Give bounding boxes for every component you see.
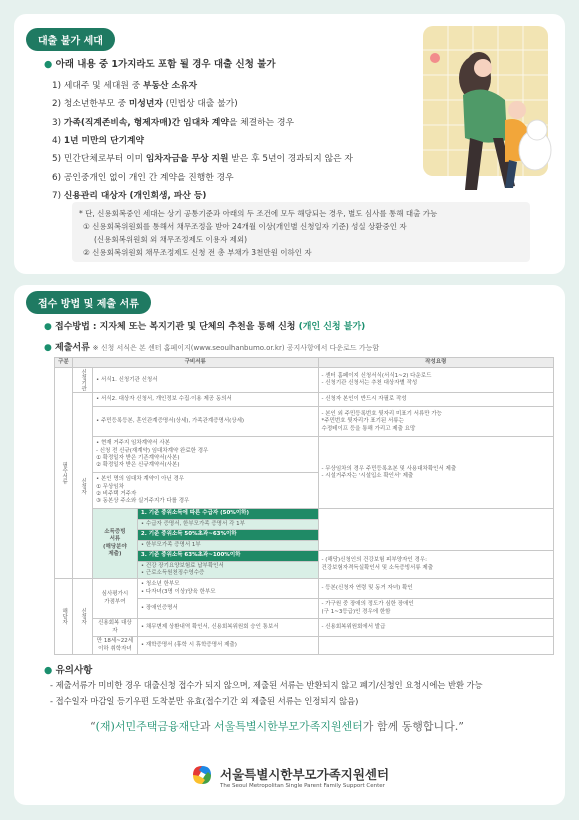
cell-applicant: 신청자 — [72, 393, 92, 579]
income-tier-2-docs: • 한부모가족 증명서 1부 — [137, 540, 318, 550]
tip-credit-recovery: - 신용회복위원회에서 발급 — [318, 619, 554, 637]
tip-lease-contract: - 무상임차의 경우 주민등록초본 및 사용대차확인서 제출 - 시설거주자는 '시설입소 확인서' 제출 — [318, 437, 554, 509]
ineligible-item: 5) 민간단체로부터 이미 임차자금을 무상 지원 받은 후 5년이 경과되지 않은 자 — [52, 154, 353, 165]
doc-student-child: • 재학증명서 (휴학 시 휴학증명서 제출) — [137, 637, 318, 655]
required-documents-table — [54, 357, 554, 655]
tip-income-dependent: - (해당)신청인의 건강보험 피부양자인 경우: 건강보험자격득실확인서 및 소득증빙서류 제출 — [318, 551, 554, 579]
doc-lease-contract: • 현재 거주지 임차계약서 사본 - 신청 전 신규(재계약) 임대차계약 완료한 경우 ① 확정일자 받은 기존계약서(사본) ② 확정일자 받은 신규계약서(사본) — [92, 437, 318, 473]
ineligible-item: 4) 1년 미만의 단기계약 — [52, 135, 145, 146]
student-child-label: 만 18세~22세 이하 취학자녀 — [92, 637, 137, 655]
header-category: 구분 — [55, 358, 73, 368]
group-target: 해당자 — [55, 579, 73, 655]
doc-family-certificates: • 주민등록등본, 혼인관계증명서(상세), 가족관계증명서(상세) — [92, 407, 318, 437]
notes-line-0: - 제출서류가 미비한 경우 대출신청 접수가 되지 않으며, 제출된 서류는 반환되지 않고 폐기/신청인 요청시에는 반환 가능 — [50, 680, 483, 690]
ineligible-item: 6) 공인중개인 없이 개인 간 계약을 진행한 경우 — [52, 172, 234, 183]
group-required: 필수서류 — [55, 368, 73, 579]
doc-bonus-parents: • 청소년 한부모 • 다자녀(3명 이상)양육 한부모 — [137, 579, 318, 599]
section-title-ineligible: 대출 불가 세대 — [26, 28, 115, 51]
cell-agency: 신청기관 — [72, 368, 92, 393]
exception-note-1: ① 신용회복위원회를 통해서 채무조정을 받아 24개월 이상(개인별 신청일자 기준) 성실 상환중인 자 — [83, 222, 407, 231]
cell-target-applicant: 신청자 — [72, 579, 92, 655]
ineligible-item: 1) 세대주 및 세대원 중 부동산 소유자 — [52, 81, 198, 91]
notes-line-1: - 접수일자 마감일 등기우편 도착분만 유효(접수기간 외 제출된 서류는 인정되지 않음) — [50, 696, 359, 706]
partnership-quote: “(재)서민주택금융재단과 서울특별시한부모가족지원센터가 함께 동행합니다.” — [90, 720, 464, 733]
ineligible-headline: ● 아래 내용 중 1가지라도 포함 될 경우 대출 신청 불가 — [44, 59, 276, 70]
exception-note-3: ② 신용회복위원회 채무조정제도 신청 전 총 부채가 3천만원 이하인 자 — [83, 248, 312, 257]
tip-agency-form: - 센터 홈페이지 신청서식(서식1~2) 다운로드 - 신청기관 신청서는 추천 대상자별 작성 — [318, 368, 554, 393]
doc-agency-form: • 서식1. 신청기관 신청서 — [92, 368, 318, 393]
income-proof-label: 소득증빙 서류 (해당분야 제출) — [92, 509, 137, 579]
credit-recovery-label: 신용회복 대상자 — [92, 619, 137, 637]
doc-disability: • 장애인증명서 — [137, 599, 318, 619]
tip-applicant-form: - 신청자 본인이 반드시 자필로 작성 — [318, 393, 554, 407]
income-tier-1: 1. 기준 중위소득에 따른 수급자 (50%이하) — [137, 509, 318, 519]
center-logo-icon — [190, 763, 214, 787]
doc-credit-recovery: • 채무변제 상환내역 확인서, 신용회복위원회 승인 통보서 — [137, 619, 318, 637]
center-logo-name: 서울특별시한부모가족지원센터 — [220, 767, 390, 782]
application-method: ● 접수방법 : 지자체 또는 복지기관 및 단체의 추천을 통해 신청 (개인 신청 불가) — [44, 322, 366, 332]
exception-note-2: (신용회복위원회 외 채무조정제도 이용자 제외) — [94, 235, 248, 244]
section-title-application: 접수 방법 및 제출 서류 — [26, 291, 151, 314]
doc-applicant-form: • 서식2. 대상자 신청서, 개인정보 수집·이용 제공 동의서 — [92, 393, 318, 407]
tip-bonus-parents: - 등본(신청자 연령 및 동거 자녀) 확인 — [318, 579, 554, 599]
header-documents: 구비서류 — [72, 358, 318, 368]
doc-non-own-lease: • 본인 명의 임대차 계약이 아닌 경우 ① 무상임차 ② 비주택 거주자 ③ 동본상 주소와 실거주지가 다를 경우 — [92, 473, 318, 509]
tip-disability: - 가구원 중 장애의 정도가 심한 장애인 (구 1~3등급)인 경우에 한함 — [318, 599, 554, 619]
bonus-label: 심사평가시 가점부여 — [92, 579, 137, 619]
income-tier-3: 3. 기준 중위소득 63%초과~100%이하 — [137, 551, 318, 561]
tip-student-child-empty — [318, 637, 554, 655]
tip-family-certificates: - 본인 외 주민등록번호 뒷자리 미표기 서류만 가능 *주민번호 뒷자리가 표기된 서류는 수정테이프 등을 통해 가리고 제출 요망 — [318, 407, 554, 437]
header-guide: 작성요령 — [318, 358, 554, 368]
tip-income-empty — [318, 509, 554, 551]
ineligible-item: 3) 가족(직계존비속, 형제자매)간 임대차 계약을 체결하는 경우 — [52, 117, 294, 128]
mother-child-illustration — [405, 20, 565, 200]
income-tier-1-docs: • 수급자 증명서, 한부모가족 증명서 각 1부 — [137, 519, 318, 529]
ineligible-item: 2) 청소년한부모 중 미성년자 (민법상 대출 불가) — [52, 99, 238, 110]
required-docs-heading: ● 제출서류 ※ 신청 서식은 본 센터 홈페이지(www.seoulhanbumo.or.kr) 공지사항에서 다운로드 가능함 — [44, 343, 380, 353]
exception-note-0: * 단, 신용회복중인 세대는 상기 공통기준과 아래의 두 조건에 모두 해당되는 경우, 별도 심사를 통해 대출 가능 — [79, 209, 438, 218]
income-tier-3-docs: • 건강 장기요양보험료 납부확인서 • 근로소득원천징수영수증 — [137, 561, 318, 579]
notes-heading: ● 유의사항 — [44, 665, 93, 676]
income-tier-2: 2. 기준 중위소득 50%초과~63%이하 — [137, 530, 318, 540]
ineligible-item: 7) 신용관리 대상자 (개인회생, 파산 등) — [52, 190, 207, 201]
center-logo-subtitle: The Seoul Metropolitan Single Parent Family Support Center — [220, 783, 385, 789]
